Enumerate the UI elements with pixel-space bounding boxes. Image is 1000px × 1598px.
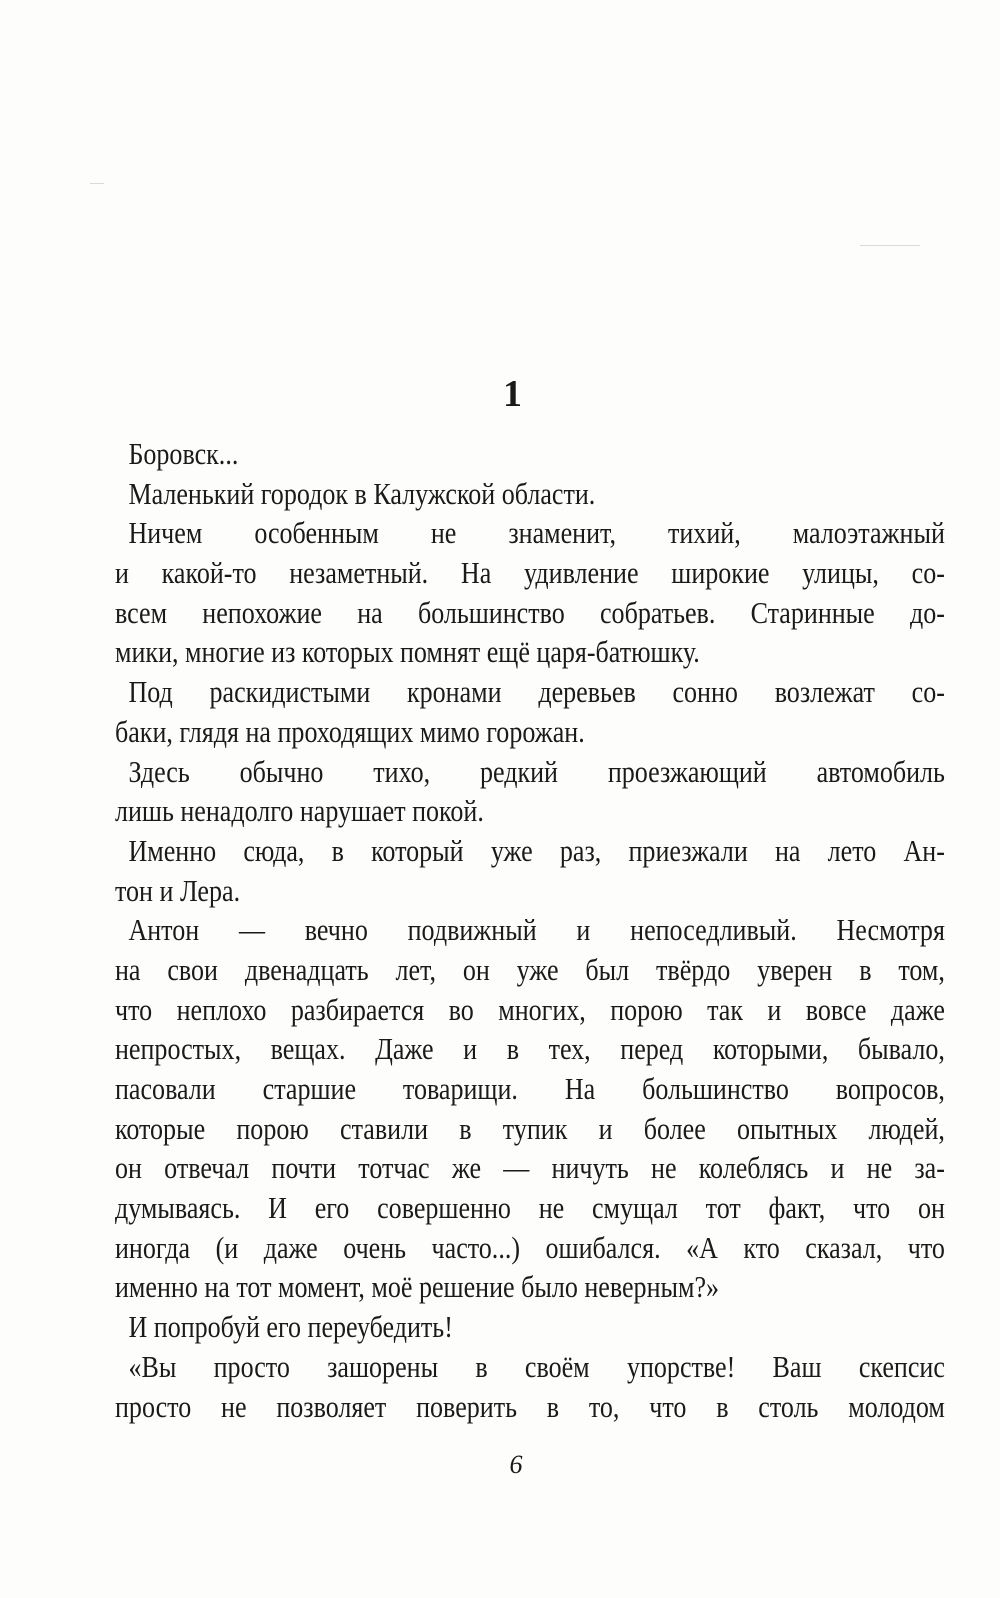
scan-mark	[860, 245, 920, 246]
text-line: тон и Лера.	[115, 872, 241, 908]
scan-mark	[90, 183, 104, 184]
text-line: баки, глядя на проходящих мимо горожан.	[115, 713, 585, 749]
text-line: именно на тот момент, моё решение было неверным?»	[115, 1269, 720, 1305]
text-line: всем непохожие на большинство собратьев. Старинные до-	[115, 594, 945, 630]
text-line: и какой-то незаметный. На удивление широкие улицы, со-	[115, 555, 945, 591]
text-line: И попробуй его переубедить!	[128, 1309, 453, 1345]
text-line: пасовали старшие товарищи. На большинство вопросов,	[115, 1071, 945, 1106]
text-line: он отвечал почти тотчас же — ничуть не колеблясь и не за-	[115, 1150, 945, 1186]
text-line: Ничем особенным не знаменит, тихий, малоэтажный	[128, 515, 945, 551]
chapter-number: 1	[503, 373, 522, 415]
text-line: мики, многие из которых помнят ещё царя-батюшку.	[115, 634, 700, 670]
body-text	[115, 434, 945, 1426]
text-line: иногда (и даже очень часто...) ошибался. «А кто сказал, что	[115, 1229, 945, 1265]
text-line: непростых, вещах. Даже и в тех, перед которыми, бывало,	[115, 1031, 945, 1067]
text-line: лишь ненадолго нарушает покой.	[115, 793, 484, 829]
text-line: что неплохо разбирается во многих, порою так и вовсе даже	[115, 991, 945, 1027]
text-line: «Вы просто зашорены в своём упорстве! Ваш скепсис	[128, 1348, 945, 1384]
text-line: Под раскидистыми кронами деревьев сонно возлежат со-	[128, 674, 945, 710]
text-line: на свои двенадцать лет, он уже был твёрдо уверен в том,	[115, 951, 945, 987]
page-number: 6	[509, 1450, 523, 1479]
text-line: просто не позволяет поверить в то, что в столь молодом	[115, 1388, 945, 1424]
text-line: Маленький городок в Калужской области.	[128, 475, 596, 511]
text-line: Антон — вечно подвижный и непоседливый. Несмотря	[128, 912, 945, 948]
text-line: Именно сюда, в который уже раз, приезжали на лето Ан-	[128, 832, 945, 868]
text-line: Здесь обычно тихо, редкий проезжающий автомобиль	[128, 753, 945, 789]
text-line: которые порою ставили в тупик и более опытных людей,	[115, 1110, 945, 1146]
text-line: думываясь. И его совершенно не смущал тот факт, что он	[115, 1190, 945, 1226]
text-line: Боровск...	[128, 436, 239, 471]
